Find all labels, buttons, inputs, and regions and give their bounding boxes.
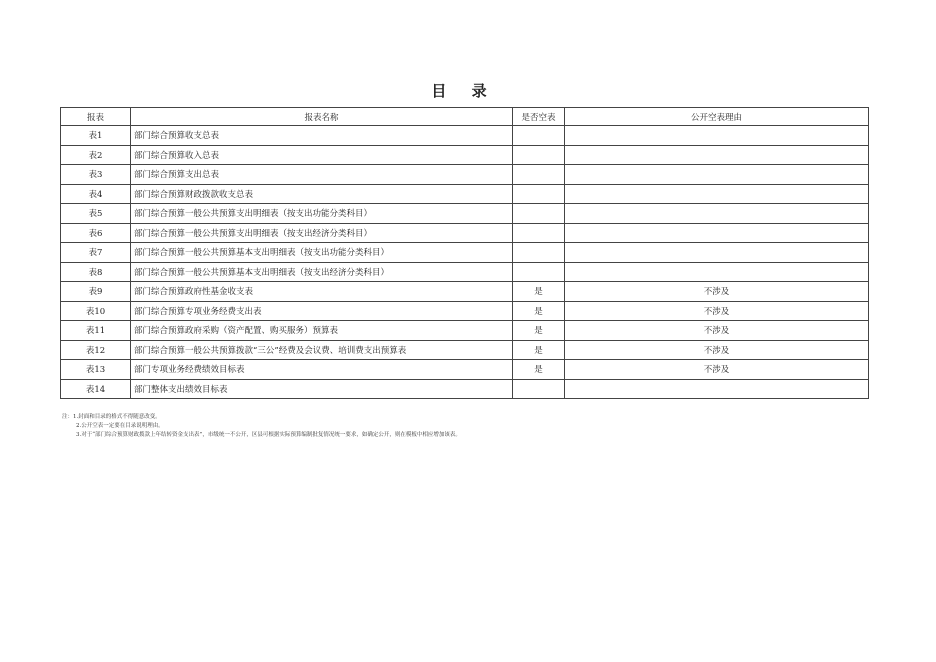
cell-report-name: 部门整体支出绩效目标表	[131, 379, 513, 399]
cell-reason	[565, 243, 869, 263]
cell-reason	[565, 184, 869, 204]
cell-reason: 不涉及	[565, 360, 869, 380]
catalog-table	[60, 107, 869, 399]
cell-is-empty	[513, 262, 565, 282]
table-row	[61, 282, 869, 302]
cell-report-name: 部门综合预算一般公共预算支出明细表（按支出经济分类科目）	[131, 223, 513, 243]
cell-is-empty	[513, 223, 565, 243]
cell-report-id: 表11	[61, 321, 131, 341]
cell-report-id: 表7	[61, 243, 131, 263]
cell-report-name: 部门综合预算政府性基金收支表	[131, 282, 513, 302]
cell-reason	[565, 223, 869, 243]
table-row	[61, 165, 869, 185]
cell-report-id: 表13	[61, 360, 131, 380]
table-row	[61, 223, 869, 243]
note-line: 2.公开空表一定要在目录说明理由。	[76, 423, 164, 429]
header-name: 报表名称	[131, 108, 513, 126]
cell-report-name: 部门综合预算一般公共预算拨款“三公”经费及会议费、培训费支出预算表	[131, 340, 513, 360]
cell-report-id: 表3	[61, 165, 131, 185]
table-row	[61, 262, 869, 282]
table-row	[61, 145, 869, 165]
cell-reason	[565, 379, 869, 399]
cell-is-empty	[513, 165, 565, 185]
cell-report-id: 表14	[61, 379, 131, 399]
table-row	[61, 360, 869, 380]
cell-report-name: 部门综合预算收入总表	[131, 145, 513, 165]
cell-report-id: 表4	[61, 184, 131, 204]
cell-report-id: 表5	[61, 204, 131, 224]
note-line: 注：1.封面和目录的格式不得随意改变。	[62, 414, 161, 420]
cell-is-empty: 是	[513, 360, 565, 380]
cell-report-id: 表9	[61, 282, 131, 302]
cell-is-empty: 是	[513, 321, 565, 341]
cell-reason	[565, 262, 869, 282]
cell-is-empty	[513, 145, 565, 165]
cell-report-id: 表12	[61, 340, 131, 360]
cell-report-id: 表1	[61, 126, 131, 146]
header-is-empty: 是否空表	[513, 108, 565, 126]
cell-reason	[565, 126, 869, 146]
cell-report-name: 部门综合预算一般公共预算支出明细表（按支出功能分类科目）	[131, 204, 513, 224]
table-row	[61, 321, 869, 341]
note-line: 3.对于“部门综合预算财政拨款上年结转资金支出表”，市级统一不公开，区县可根据实际预算编制批复情况统一要求，如确定公开，则在模板中相应增加该表。	[76, 432, 461, 438]
cell-is-empty: 是	[513, 301, 565, 321]
cell-is-empty: 是	[513, 282, 565, 302]
cell-is-empty	[513, 379, 565, 399]
table-row	[61, 379, 869, 399]
table-row	[61, 184, 869, 204]
cell-reason: 不涉及	[565, 321, 869, 341]
cell-is-empty: 是	[513, 340, 565, 360]
cell-reason: 不涉及	[565, 282, 869, 302]
cell-reason	[565, 204, 869, 224]
cell-is-empty	[513, 204, 565, 224]
table-row	[61, 301, 869, 321]
header-id: 报表	[61, 108, 131, 126]
cell-reason	[565, 145, 869, 165]
cell-is-empty	[513, 184, 565, 204]
cell-report-name: 部门综合预算政府采购（资产配置、购买服务）预算表	[131, 321, 513, 341]
table-row	[61, 126, 869, 146]
cell-report-name: 部门综合预算支出总表	[131, 165, 513, 185]
cell-report-id: 表10	[61, 301, 131, 321]
cell-report-name: 部门综合预算财政拨款收支总表	[131, 184, 513, 204]
cell-is-empty	[513, 126, 565, 146]
header-reason: 公开空表理由	[565, 108, 869, 126]
cell-report-name: 部门综合预算一般公共预算基本支出明细表（按支出经济分类科目）	[131, 262, 513, 282]
table-row	[61, 340, 869, 360]
cell-report-name: 部门综合预算专项业务经费支出表	[131, 301, 513, 321]
table-row	[61, 204, 869, 224]
cell-reason: 不涉及	[565, 301, 869, 321]
table-row	[61, 243, 869, 263]
cell-report-name: 部门专项业务经费绩效目标表	[131, 360, 513, 380]
cell-is-empty	[513, 243, 565, 263]
cell-report-id: 表8	[61, 262, 131, 282]
page-title: 目 录	[431, 82, 497, 100]
cell-report-name: 部门综合预算一般公共预算基本支出明细表（按支出功能分类科目）	[131, 243, 513, 263]
table-header-row	[61, 108, 869, 126]
cell-report-id: 表6	[61, 223, 131, 243]
cell-report-name: 部门综合预算收支总表	[131, 126, 513, 146]
notes	[62, 413, 461, 440]
cell-reason	[565, 165, 869, 185]
cell-report-id: 表2	[61, 145, 131, 165]
cell-reason: 不涉及	[565, 340, 869, 360]
